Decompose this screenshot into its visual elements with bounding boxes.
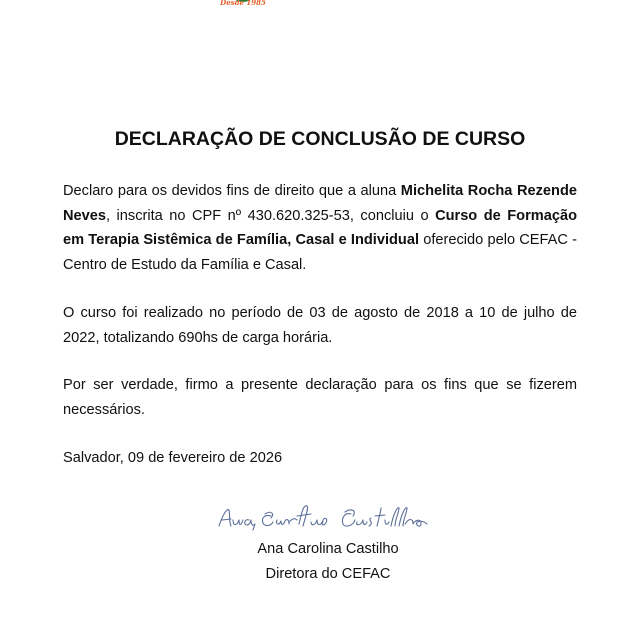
student-name: Michelita Rocha Rezende Neves xyxy=(63,183,577,224)
closing-paragraph: Por ser verdade, firmo a presente declaração para os fins que se fizerem necessários. xyxy=(63,377,577,418)
course-period-paragraph: O curso foi realizado no período de 03 de agosto de 2018 a 10 de julho de 2022, totalizando 690hs de carga horária. xyxy=(63,305,577,346)
paragraph-text: oferecido pelo CEFAC - Centro de Estudo da Família e Casal. xyxy=(63,232,577,273)
declaration-paragraph xyxy=(63,179,577,277)
course-name: Curso de Formação em Terapia Sistêmica de Família, Casal e Individual xyxy=(63,207,577,248)
paragraph-text: Declaro para os devidos fins de direito que a aluna xyxy=(63,183,401,199)
signatory-name: Ana Carolina Castilho xyxy=(257,541,399,557)
signatory-role: Diretora do CEFAC xyxy=(265,566,391,582)
cefac-logo xyxy=(218,0,268,12)
logo-tagline: Desde 1985 xyxy=(220,0,266,7)
paragraph-text: , inscrita no CPF nº 430.620.325-53, concluiu o xyxy=(106,207,436,224)
place-date: Salvador, 09 de fevereiro de 2026 xyxy=(63,450,283,466)
document-title: DECLARAÇÃO DE CONCLUSÃO DE CURSO xyxy=(114,128,526,150)
handwritten-signature xyxy=(215,500,435,536)
